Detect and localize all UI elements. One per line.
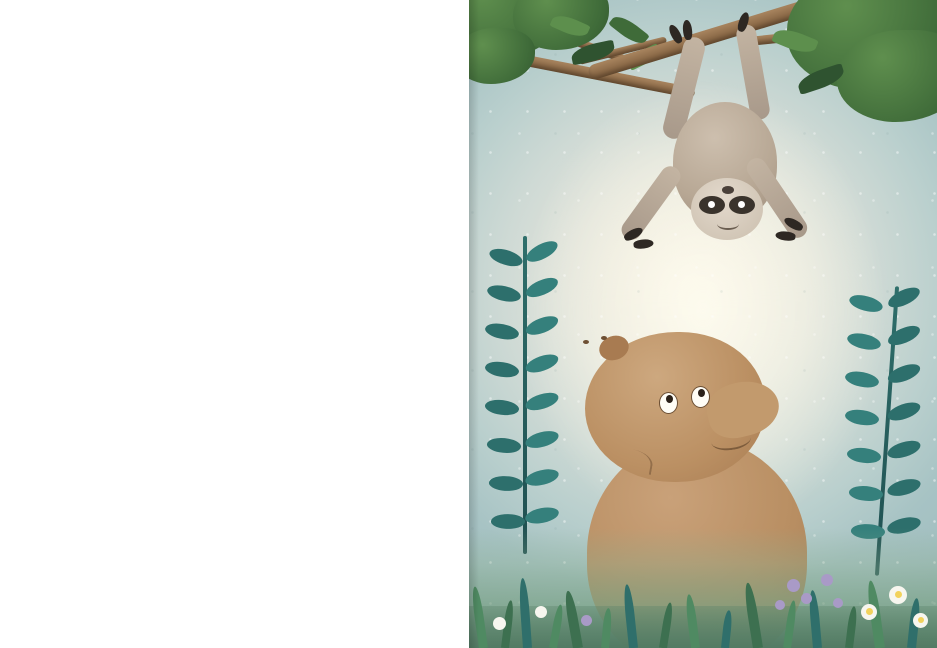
flower-cluster xyxy=(469,538,937,648)
flower-yellow xyxy=(918,617,924,623)
page-gutter-shadow xyxy=(469,0,479,648)
sloth-claw-foot-left-2 xyxy=(633,238,654,249)
capybara-pupil-right xyxy=(698,389,705,397)
flower-purple xyxy=(833,598,843,608)
sloth-nose xyxy=(722,186,734,194)
capybara-nostril-right xyxy=(601,336,607,340)
flower-white xyxy=(493,617,506,630)
flower-yellow xyxy=(895,591,902,598)
flower-purple xyxy=(581,615,592,626)
capybara-eye-right xyxy=(691,386,710,408)
flower-purple xyxy=(801,593,812,604)
capybara-pupil-left xyxy=(666,395,673,403)
sloth-claw-foot-right-2 xyxy=(775,230,796,241)
capybara-eye-left xyxy=(659,392,678,414)
flower-white xyxy=(535,606,547,618)
capybara-nostril-left xyxy=(583,340,589,344)
flower-purple xyxy=(821,574,833,586)
sloth xyxy=(647,28,867,288)
flower-purple xyxy=(787,579,800,592)
sloth-eye-left xyxy=(708,201,715,208)
sloth-eye-right xyxy=(738,201,745,208)
flower-purple xyxy=(775,600,785,610)
fern-left xyxy=(483,236,573,566)
illustration-page xyxy=(469,0,937,648)
sloth-face xyxy=(691,178,763,240)
flower-yellow xyxy=(866,608,873,615)
sloth-smile xyxy=(717,218,739,230)
